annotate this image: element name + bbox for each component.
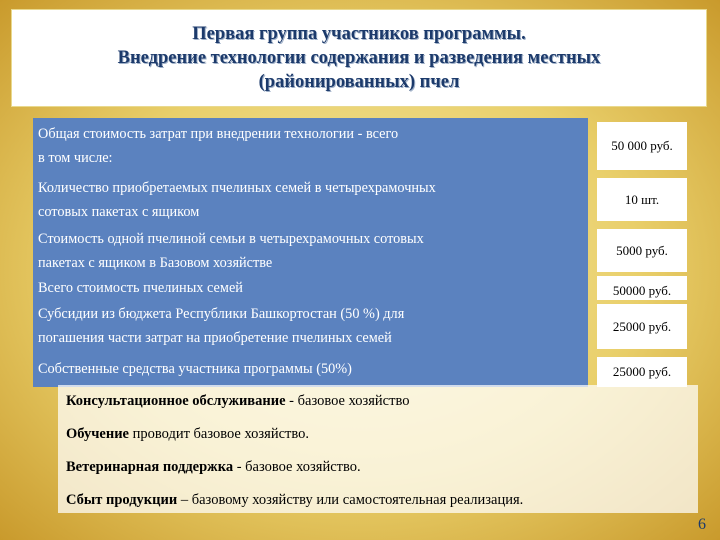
note-text: - базовое хозяйство xyxy=(285,393,410,409)
row-label xyxy=(33,225,588,276)
cost-table xyxy=(33,118,687,387)
row-value: 5000 руб. xyxy=(597,229,687,272)
row-label-line: Всего стоимость пчелиных семей xyxy=(38,280,243,296)
table-row xyxy=(33,351,687,387)
note-heading: Ветеринарная поддержка xyxy=(66,459,234,475)
row-label-line: Собственные средства участника программы (50%) xyxy=(38,361,352,377)
row-label xyxy=(33,118,588,174)
row-value: 25000 руб. xyxy=(597,304,687,349)
row-label xyxy=(33,276,588,300)
note-item xyxy=(58,385,698,418)
row-label-line: Количество приобретаемых пчелиных семей в четырехрамочных xyxy=(38,180,436,196)
note-item xyxy=(58,484,698,517)
note-heading: Консультационное обслуживание xyxy=(66,393,286,409)
row-label-line: Общая стоимость затрат при внедрении технологии - всего xyxy=(38,126,399,142)
page-number: 6 xyxy=(698,516,706,533)
table-row xyxy=(33,118,687,174)
row-label-line: в том числе: xyxy=(38,150,113,166)
row-value: 50 000 руб. xyxy=(597,122,687,170)
row-label-line: погашения части затрат на приобретение пчелиных семей xyxy=(38,330,392,346)
row-value: 50000 руб. xyxy=(597,276,687,300)
row-label xyxy=(33,351,588,387)
note-text: - базовое хозяйство. xyxy=(233,459,361,475)
row-label xyxy=(33,300,588,351)
note-item xyxy=(58,451,698,484)
table-row xyxy=(33,225,687,276)
note-heading: Сбыт продукции xyxy=(66,492,178,508)
note-heading: Обучение xyxy=(66,426,129,442)
title-box xyxy=(12,10,706,106)
slide-title-line-3: (районированных) пчел xyxy=(258,72,460,92)
row-value: 25000 руб. xyxy=(597,357,687,387)
slide-title-line-1: Первая группа участников программы. xyxy=(192,24,526,44)
note-text: – базовому хозяйству или самостоятельная реализация. xyxy=(177,492,524,508)
slide-title-line-2: Внедрение технологии содержания и разведения местных xyxy=(117,48,601,68)
table-row xyxy=(33,174,687,225)
table-row xyxy=(33,276,687,300)
row-value: 10 шт. xyxy=(597,178,687,221)
row-label xyxy=(33,174,588,225)
row-label-line: сотовых пакетах с ящиком xyxy=(38,204,200,220)
notes-box xyxy=(58,385,698,513)
note-text: проводит базовое хозяйство. xyxy=(128,426,309,442)
note-item xyxy=(58,418,698,451)
row-label-line: пакетах с ящиком в Базовом хозяйстве xyxy=(38,255,273,271)
row-label-line: Субсидии из бюджета Республики Башкортостан (50 %) для xyxy=(38,306,405,322)
table-row xyxy=(33,300,687,351)
row-label-line: Стоимость одной пчелиной семьи в четырехрамочных сотовых xyxy=(38,231,424,247)
